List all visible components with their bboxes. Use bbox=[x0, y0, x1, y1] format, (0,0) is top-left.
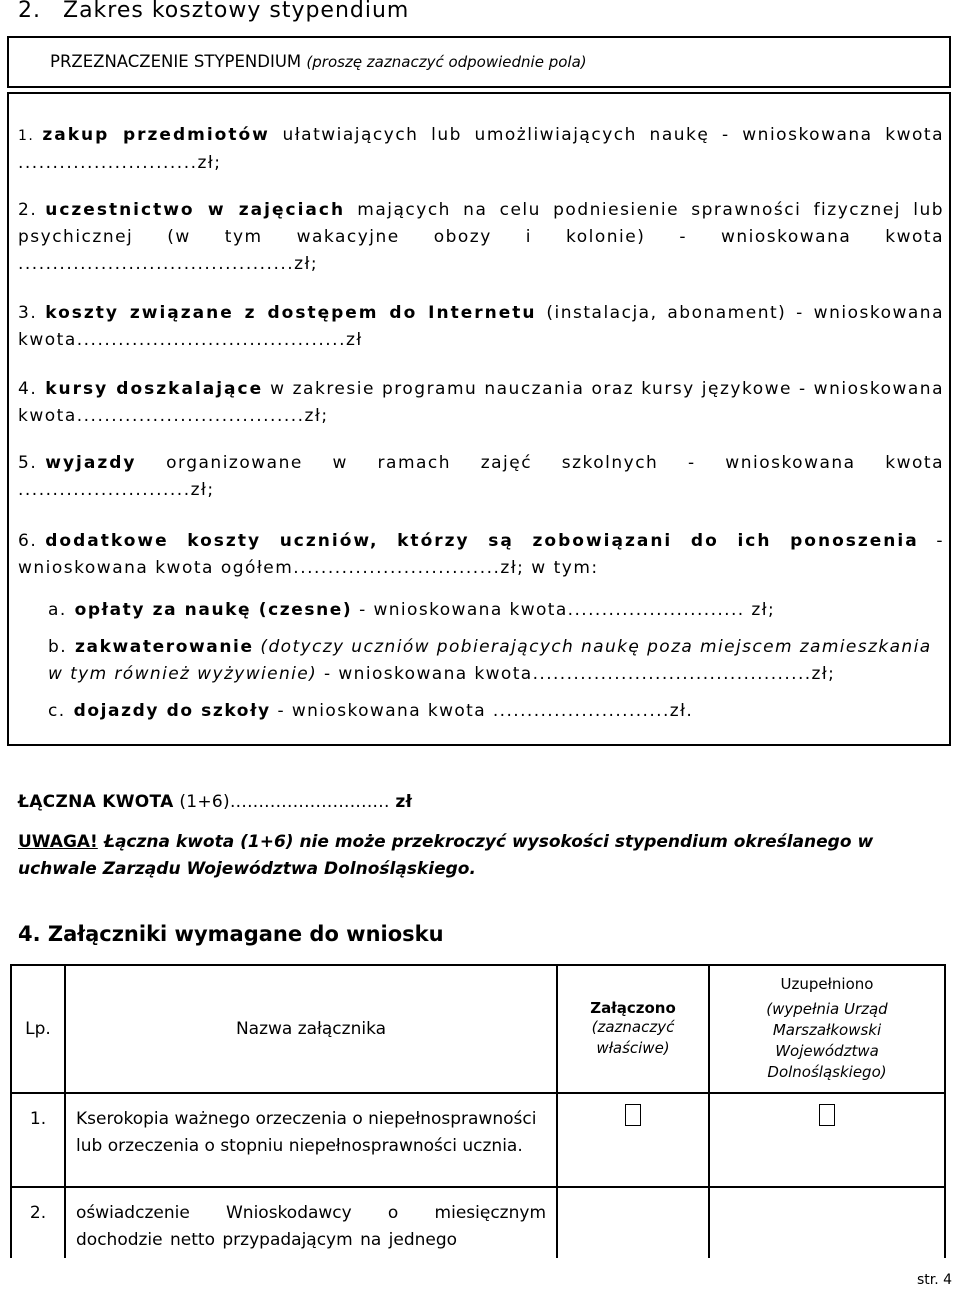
warning-label: UWAGA! bbox=[18, 832, 98, 852]
item-text: - wnioskowana kwota ogółem..............................zł; w tym: bbox=[18, 531, 944, 578]
item-number: 2. bbox=[18, 200, 38, 220]
header-attached bbox=[557, 965, 709, 1093]
attached-checkbox[interactable] bbox=[625, 1104, 641, 1126]
item-number: 1. bbox=[18, 128, 35, 144]
item-number: 4. bbox=[18, 379, 38, 399]
subitem-italic: (dotyczy uczniów pobierających naukę poza miejscem zamieszkania w tym również wyżywienie) bbox=[48, 637, 932, 684]
row-name: oświadczenie Wnioskodawcy o miesięcznym dochodzie netto przypadającym na jednego bbox=[76, 1203, 546, 1250]
total-unit: zł bbox=[395, 792, 413, 812]
subitem-text: - wnioskowana kwota ..........................zł. bbox=[270, 701, 694, 721]
subitem-text: - wnioskowana kwota.........................................zł; bbox=[317, 664, 836, 684]
attachments-header-row bbox=[11, 965, 945, 1093]
item-number: 5. bbox=[18, 453, 38, 473]
item-number: 6. bbox=[18, 531, 38, 551]
cost-item-2 bbox=[18, 197, 944, 278]
cost-item-1 bbox=[18, 122, 944, 177]
purpose-label: PRZEZNACZENIE STYPENDIUM bbox=[50, 52, 302, 71]
subitem-bold: dojazdy do szkoły bbox=[73, 701, 271, 721]
table-row bbox=[11, 1187, 945, 1258]
section-title: Zakres kosztowy stypendium bbox=[63, 0, 410, 23]
subitem-letter: a. bbox=[48, 600, 67, 620]
item-bold: uczestnictwo w zajęciach bbox=[45, 200, 346, 220]
purpose-note: (proszę zaznaczyć odpowiednie pola) bbox=[306, 53, 587, 71]
cost-subitem-c bbox=[48, 698, 944, 725]
header-lp-label: Lp. bbox=[25, 1019, 51, 1039]
completed-checkbox[interactable] bbox=[819, 1104, 835, 1126]
subitem-bold: zakwaterowanie bbox=[75, 637, 254, 657]
section-2-heading bbox=[18, 0, 409, 23]
subitem-letter: c. bbox=[48, 701, 66, 721]
header-name-label: Nazwa załącznika bbox=[235, 1019, 387, 1039]
header-completed-label: Uzupełniono bbox=[780, 975, 874, 993]
attachments-table bbox=[10, 964, 946, 1258]
total-note: (1+6) bbox=[179, 792, 230, 812]
cost-subitem-a bbox=[48, 597, 944, 624]
header-lp bbox=[11, 965, 65, 1093]
item-bold: kursy doszkalające bbox=[45, 379, 264, 399]
item-bold: dodatkowe koszty uczniów, którzy są zobowiązani do ich ponoszenia bbox=[45, 531, 919, 551]
row-lp: 1. bbox=[29, 1109, 47, 1129]
item-bold: wyjazdy bbox=[45, 453, 137, 473]
total-label: ŁĄCZNA KWOTA bbox=[18, 792, 174, 812]
section-4-heading: 4. Załączniki wymagane do wniosku bbox=[18, 922, 444, 946]
section-number: 2. bbox=[18, 0, 41, 23]
item-bold: koszty związane z dostępem do Internetu bbox=[45, 303, 537, 323]
total-amount-line bbox=[18, 792, 412, 812]
total-dots: ............................ bbox=[229, 792, 390, 812]
item-number: 3. bbox=[18, 303, 38, 323]
cost-item-3 bbox=[18, 300, 944, 354]
cost-item-4 bbox=[18, 376, 944, 430]
subitem-text: - wnioskowana kwota.......................... zł; bbox=[352, 600, 776, 620]
item-text: mających na celu podniesienie sprawności fizycznej lub psychicznej (w tym wakacyjne obozy i kolonie) - wnioskowana kwota ........................................zł; bbox=[18, 200, 945, 274]
item-bold: zakup przedmiotów bbox=[42, 125, 270, 145]
item-text: organizowane w ramach zajęć szkolnych - wnioskowana kwota .........................zł; bbox=[18, 453, 944, 500]
purpose-header bbox=[50, 52, 587, 71]
cost-item-5 bbox=[18, 450, 944, 504]
item-text: w zakresie programu nauczania oraz kursy językowe - wnioskowana kwota.................................zł; bbox=[18, 379, 944, 426]
subitem-letter: b. bbox=[48, 637, 67, 657]
cost-subitem-b bbox=[48, 634, 944, 688]
row-lp: 2. bbox=[29, 1203, 47, 1223]
header-attached-label: Załączono bbox=[590, 999, 676, 1017]
subitem-bold: opłaty za naukę (czesne) bbox=[74, 600, 353, 620]
header-name bbox=[65, 965, 557, 1093]
item-text: (instalacja, abonament) - wnioskowana kwota.......................................zł bbox=[18, 303, 944, 350]
header-completed-note: (wypełnia Urząd Marszałkowski Województwa Dolnośląskiego) bbox=[766, 1000, 888, 1081]
row-name: Kserokopia ważnego orzeczenia o niepełnosprawności lub orzeczenia o stopniu niepełnosprawności ucznia. bbox=[76, 1109, 537, 1156]
warning-text: Łączna kwota (1+6) nie może przekroczyć wysokości stypendium określanego w uchwale Zarządu Województwa Dolnośląskiego. bbox=[18, 832, 874, 879]
header-attached-note: (zaznaczyć właściwe) bbox=[591, 1018, 675, 1057]
item-text: ułatwiających lub umożliwiających naukę - wnioskowana kwota ..........................zł; bbox=[18, 125, 944, 173]
table-row bbox=[11, 1093, 945, 1187]
cost-item-6 bbox=[18, 528, 944, 582]
warning-note bbox=[18, 829, 918, 883]
header-completed bbox=[709, 965, 945, 1093]
page-number: str. 4 bbox=[916, 1272, 952, 1288]
